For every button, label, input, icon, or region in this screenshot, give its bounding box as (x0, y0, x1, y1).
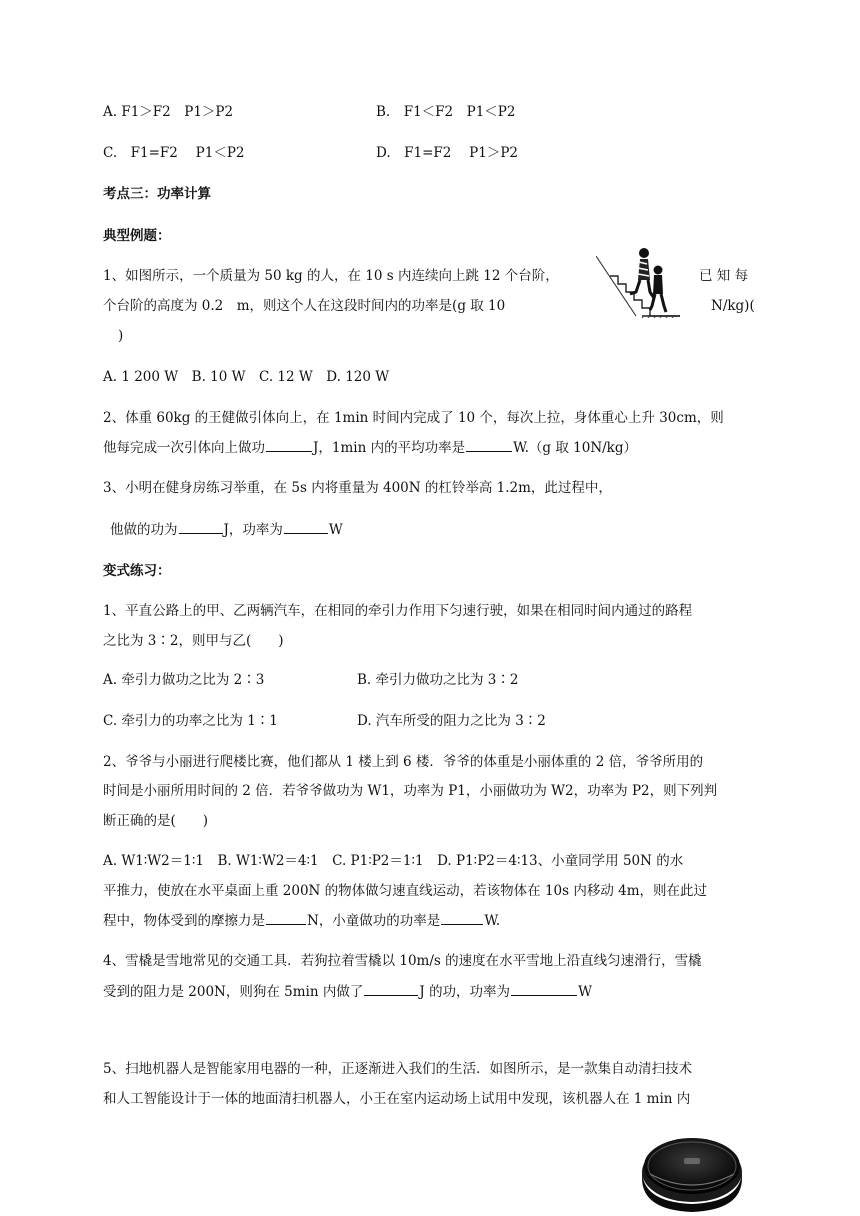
v3-line-c-b: N，小童做功的功率是 (307, 913, 441, 929)
ex1-line1: 1、如图所示，一个质量为 50 kg 的人，在 10 s 内连续向上跳 12 个台阶， (103, 268, 559, 284)
ex3-power-blank[interactable] (284, 519, 328, 534)
v3-line-c-c: W. (484, 913, 501, 929)
ex1-options: A. 1 200 W B. 10 W C. 12 W D. 120 W (103, 369, 390, 385)
ex2-line2-b: J，1min 内的平均功率是 (313, 440, 466, 456)
v2-line3: 断正确的是( ) (103, 813, 209, 829)
v1-option-d: D. 汽车所受的阻力之比为 3∶2 (357, 713, 546, 729)
v1-line1: 1、平直公路上的甲、乙两辆汽车，在相同的牵引力作用下匀速行驶，如果在相同时间内通过的路程 (103, 603, 693, 619)
v3-power-blank[interactable] (441, 910, 483, 925)
v4-line2 (103, 981, 592, 1002)
v4-power-blank[interactable] (511, 981, 577, 996)
ex3-work-blank[interactable] (179, 519, 223, 534)
variant-heading: 变式练习： (103, 563, 171, 579)
v3-line-b: 平推力，使放在水平桌面上重 200N 的物体做匀速直线运动，若该物体在 10s 内移动 4m，则在此过 (103, 883, 708, 899)
v5-line2: 和人工智能设计于一体的地面清扫机器人，小王在室内运动场上试用中发现，该机器人在 1 min 内 (103, 1091, 691, 1107)
v4-line1: 4、雪橇是雪地常见的交通工具．若狗拉着雪橇以 10m/s 的速度在水平雪地上沿直线匀速滑行，雪橇 (103, 953, 702, 969)
v3-friction-blank[interactable] (266, 910, 306, 925)
typical-heading: 典型例题： (103, 228, 171, 244)
ex2-line2-a: 他每完成一次引体向上做功 (103, 440, 265, 456)
ex3-line2-a: 他做的功为 (110, 522, 178, 538)
ex3-line1: 3、小明在健身房练习举重，在 5s 内将重量为 400N 的杠铃举高 1.2m，此过程中， (103, 480, 612, 496)
ex3-line2 (110, 519, 343, 540)
ex2-line1: 2、体重 60kg 的王健做引体向上，在 1min 时间内完成了 10 个，每次上拉，身体重心上升 30cm，则 (103, 410, 724, 426)
option-b: B. F1＜F2 P1＜P2 (376, 104, 516, 120)
v1-option-a: A. 牵引力做功之比为 2∶3 (103, 672, 265, 688)
option-a: A. F1＞F2 P1＞P2 (103, 104, 234, 120)
v3-line-c-a: 程中，物体受到的摩擦力是 (103, 913, 265, 929)
ex3-line2-b: J，功率为 (223, 522, 283, 538)
ex1-line2: 个台阶的高度为 0.2 m，则这个人在这段时间内的功率是(g 取 10 (103, 298, 506, 314)
v1-line2: 之比为 3∶2，则甲与乙( ) (103, 633, 284, 649)
stairs-figure-image (596, 246, 680, 318)
robot-vacuum-image (640, 1112, 744, 1216)
v1-option-c: C. 牵引力的功率之比为 1∶1 (103, 713, 278, 729)
v4-work-blank[interactable] (364, 981, 418, 996)
v3-line-c (103, 910, 500, 931)
v2-line1: 2、爷爷与小丽进行爬楼比赛，他们都从 1 楼上到 6 楼．爷爷的体重是小丽体重的 2 倍，爷爷所用的 (103, 754, 704, 770)
ex2-power-blank[interactable] (466, 437, 512, 452)
v5-line1: 5、扫地机器人是智能家用电器的一种，正逐渐进入我们的生活．如图所示，是一款集自动清扫技术 (103, 1061, 693, 1077)
section3-heading: 考点三：功率计算 (103, 186, 211, 202)
ex1-line2-right: N/kg)( (711, 298, 755, 314)
v2-line2: 时间是小丽所用时间的 2 倍．若爷爷做功为 W1，功率为 P1，小丽做功为 W2，功率为 P2，则下列判 (103, 783, 718, 799)
ex3-line2-c: W (328, 522, 343, 538)
ex1-line3: ) (118, 328, 124, 344)
v4-line2-c: W (578, 984, 592, 1000)
v4-line2-a: 受到的阻力是 200N，则狗在 5min 内做了 (103, 984, 364, 1000)
ex2-line2 (103, 437, 637, 458)
option-c: C. F1=F2 P1＜P2 (103, 145, 245, 161)
v2-options-line: A. W1∶W2＝1∶1 B. W1∶W2＝4∶1 C. P1∶P2＝1∶1 D. P1∶P2＝4∶13、小童同学用 50N 的水 (103, 853, 684, 869)
ex1-line1-right: 已 知 每 (699, 268, 749, 284)
v4-line2-b: J 的功，功率为 (419, 984, 511, 1000)
ex2-line2-c: W.（g 取 10N/kg） (513, 440, 638, 456)
v1-option-b: B. 牵引力做功之比为 3∶2 (357, 672, 519, 688)
ex2-work-blank[interactable] (266, 437, 312, 452)
option-d: D. F1=F2 P1＞P2 (376, 145, 518, 161)
